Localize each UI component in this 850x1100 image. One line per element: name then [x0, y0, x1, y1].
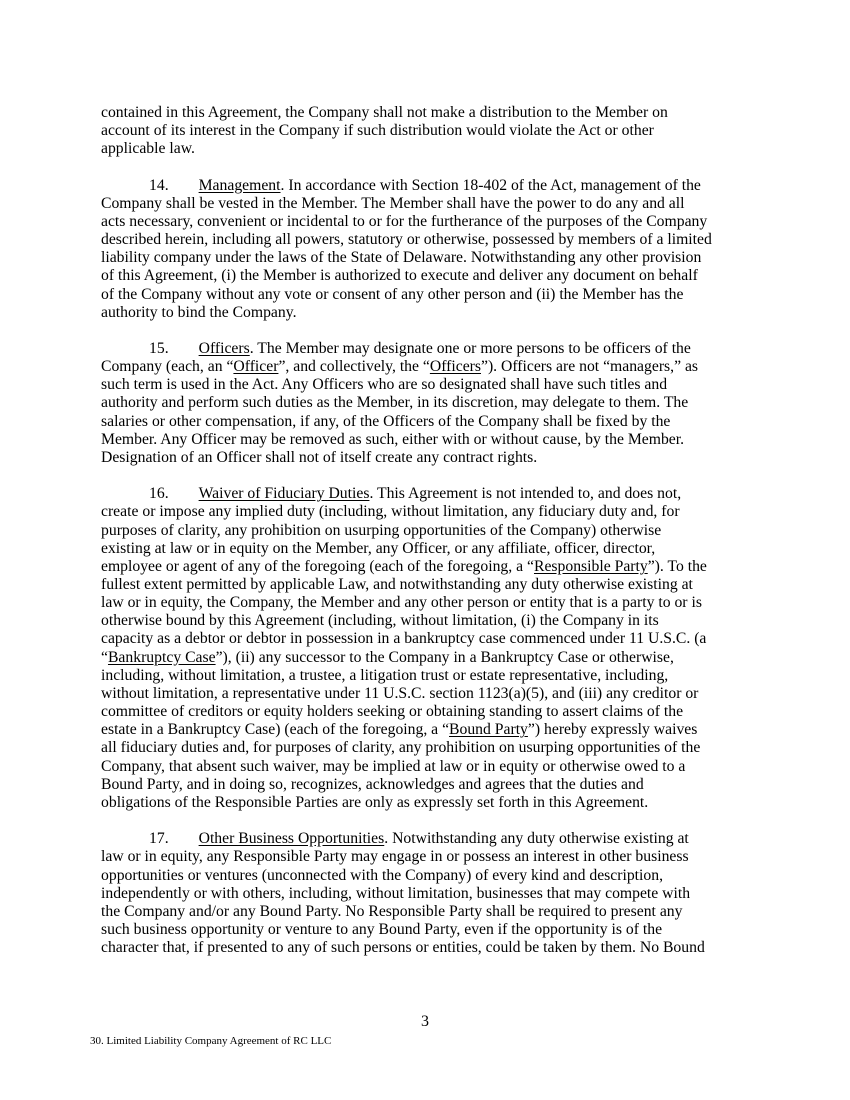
- section-17-other-business-opportunities: [101, 830, 751, 957]
- text-line: such business opportunity or venture to any Bound Party, even if the opportunity is of the: [101, 920, 663, 938]
- text-line: obligations of the Responsible Parties are only as expressly set forth in this Agreement.: [101, 793, 649, 811]
- text-run: ”, and collectively, the “: [278, 358, 430, 376]
- section-first-line: [101, 340, 751, 358]
- text-run: ”). Officers are not “managers,” as: [480, 358, 699, 376]
- text-line: [101, 721, 751, 739]
- text-line: otherwise bound by this Agreement (including, without limitation, (i) the Company in its: [101, 612, 659, 630]
- text-line: without limitation, a representative under 11 U.S.C. section 1123(a)(5), and (iii) any creditor or: [101, 684, 699, 702]
- text-line: applicable law.: [101, 140, 195, 158]
- defined-term-officers: Officers: [429, 358, 481, 376]
- text-run: . In accordance with Section 18-402 of the Act, management of the: [280, 176, 701, 194]
- text-line: existing at law or in equity on the Member, any Officer, or any affiliate, officer, director,: [101, 539, 656, 557]
- section-number: 15.: [149, 340, 169, 357]
- text-line: liability company under the laws of the State of Delaware. Notwithstanding any other provision: [101, 249, 702, 267]
- text-line: [101, 358, 751, 376]
- text-line: [101, 558, 751, 576]
- text-line: of the Company without any vote or consent of any other person and (ii) the Member has the: [101, 285, 684, 303]
- text-line: authority and perform such duties as the Member, in its discretion, may delegate to them. The: [101, 394, 689, 412]
- text-run: . The Member may designate one or more persons to be officers of the: [249, 340, 691, 357]
- text-line: opportunities or ventures (unconnected with the Company) of every kind and description,: [101, 866, 663, 884]
- text-line: including, without limitation, a trustee, a litigation trust or estate representative, including,: [101, 666, 669, 684]
- text-line: law or in equity, any Responsible Party may engage in or possess an interest in other business: [101, 848, 689, 866]
- text-line: fullest extent permitted by applicable Law, and notwithstanding any duty otherwise existing at: [101, 576, 693, 594]
- section-16-waiver-of-fiduciary-duties: [101, 485, 751, 812]
- intro-paragraph: [101, 104, 751, 158]
- section-heading: Waiver of Fiduciary Duties: [198, 485, 370, 503]
- text-line: contained in this Agreement, the Company shall not make a distribution to the Member on: [101, 104, 668, 121]
- defined-term-bound-party: Bound Party: [449, 721, 528, 739]
- text-line: authority to bind the Company.: [101, 303, 297, 321]
- text-line: Designation of an Officer shall not of itself create any contract rights.: [101, 448, 538, 466]
- text-run: Company (each, an “: [101, 358, 234, 376]
- text-line: the Company and/or any Bound Party. No Responsible Party shall be required to present any: [101, 902, 683, 920]
- section-first-line: [101, 177, 751, 195]
- section-heading: Management: [198, 176, 281, 194]
- section-heading: Other Business Opportunities: [198, 830, 385, 848]
- document-body: [101, 104, 751, 975]
- text-line: Member. Any Officer may be removed as such, either with or without cause, by the Member.: [101, 430, 685, 448]
- text-line: account of its interest in the Company if such distribution would violate the Act or other: [101, 122, 654, 140]
- text-line: committee of creditors or equity holders seeking or obtaining standing to assert claims of the: [101, 703, 684, 721]
- text-line: purposes of clarity, any prohibition on usurping opportunities of the Company) otherwise: [101, 521, 662, 539]
- text-line: such term is used in the Act. Any Officers who are so designated shall have such titles and: [101, 376, 668, 394]
- section-15-officers: [101, 340, 751, 467]
- text-line: Bound Party, and in doing so, recognizes, acknowledges and agrees that the duties and: [101, 775, 644, 793]
- section-number: 17.: [149, 830, 169, 848]
- page-number: 3: [421, 1013, 429, 1030]
- document-footer: 30. Limited Liability Company Agreement of RC LLC: [90, 1035, 332, 1047]
- text-line: law or in equity, the Company, the Member and any other person or entity that is a party to or is: [101, 594, 702, 612]
- section-number: 16.: [149, 485, 169, 503]
- defined-term-officer: Officer: [233, 358, 279, 376]
- section-14-management: [101, 177, 751, 322]
- defined-term-responsible-party: Responsible Party: [533, 557, 648, 575]
- text-run: ”). To the: [647, 557, 707, 575]
- text-run: “: [101, 648, 108, 666]
- text-line: acts necessary, convenient or incidental to or for the furtherance of the purposes of the Company: [101, 212, 708, 230]
- text-run: . This Agreement is not intended to, and does not,: [369, 485, 682, 503]
- text-run: employee or agent of any of the foregoing (each of the foregoing, a “: [101, 557, 534, 575]
- text-line: of this Agreement, (i) the Member is authorized to execute and deliver any document on behalf: [101, 267, 698, 285]
- text-line: [101, 649, 751, 667]
- text-line: independently or with others, including, without limitation, businesses that may compete with: [101, 884, 691, 902]
- text-line: character that, if presented to any of such persons or entities, could be taken by them. No Bound: [101, 939, 705, 957]
- text-line: described herein, including all powers, statutory or otherwise, possessed by members of a limited: [101, 231, 712, 249]
- section-number: 14.: [149, 176, 169, 194]
- text-run: . Notwithstanding any duty otherwise existing at: [384, 830, 689, 848]
- section-first-line: [101, 830, 751, 848]
- text-line: salaries or other compensation, if any, of the Officers of the Company shall be fixed by the: [101, 412, 671, 430]
- text-run: ”) hereby expressly waives: [527, 721, 698, 739]
- text-run: estate in a Bankruptcy Case) (each of the foregoing, a “: [101, 721, 450, 739]
- text-run: ”), (ii) any successor to the Company in a Bankruptcy Case or otherwise,: [215, 648, 674, 666]
- defined-term-bankruptcy-case: Bankruptcy Case: [107, 648, 216, 666]
- text-line: Company, that absent such waiver, may be implied at law or in equity or otherwise owed to a: [101, 757, 686, 775]
- section-heading: Officers: [198, 340, 250, 357]
- text-line: create or impose any implied duty (including, without limitation, any fiduciary duty and, for: [101, 503, 680, 521]
- text-line: capacity as a debtor or debtor in possession in a bankruptcy case commenced under 11 U.S.C. (a: [101, 630, 707, 648]
- section-first-line: [101, 485, 751, 503]
- text-line: all fiduciary duties and, for purposes of clarity, any prohibition on usurping opportunities of the: [101, 739, 701, 757]
- text-line: Company shall be vested in the Member. The Member shall have the power to do any and all: [101, 194, 685, 212]
